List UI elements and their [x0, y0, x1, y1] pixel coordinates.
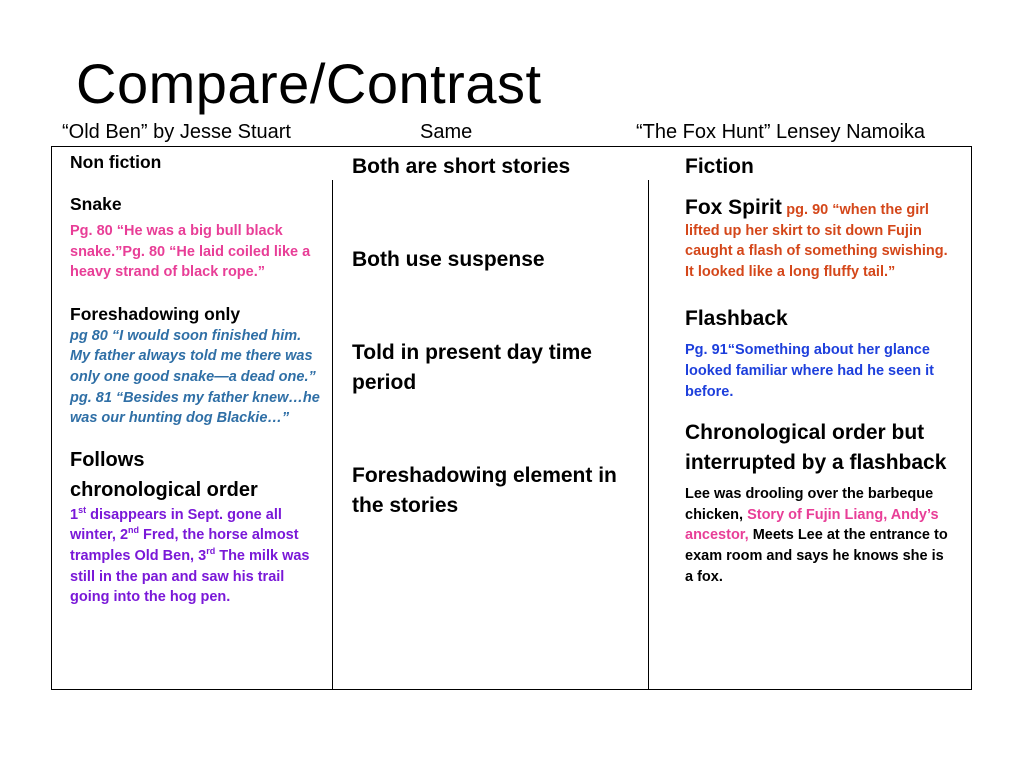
left-column-heading: “Old Ben” by Jesse Stuart [62, 121, 291, 143]
same-item-time-period: Told in present day time period [352, 341, 592, 394]
old-ben-column [70, 152, 320, 608]
fox-hunt-chronological-label: Chronological order but interrupted by a flashback [685, 421, 947, 475]
fox-hunt-fox-spirit [685, 198, 955, 282]
same-item-short-stories: Both are short stories [352, 155, 571, 178]
old-ben-snake-quote: Pg. 80 “He was a big bull black snake.”Pg. 80 “He laid coiled like a heavy strand of black rope.” [70, 223, 311, 281]
fox-hunt-flashback-label: Flashback [685, 307, 788, 331]
same-column [352, 152, 642, 521]
fox-spirit-label: Fox Spirit [685, 196, 782, 219]
fox-hunt-column [685, 152, 955, 587]
right-column-divider [648, 180, 649, 690]
left-column-divider [332, 180, 333, 690]
old-ben-follows-label-line2: chronological order [70, 478, 258, 501]
old-ben-foreshadowing-quote: pg 80 “I would soon finished him. My father always told me there was only one good snake—a dead one.” pg. 81 “Besides my father knew…he was our hunting dog Blackie…” [70, 327, 320, 427]
fox-hunt-genre: Fiction [685, 155, 754, 178]
right-column-heading: “The Fox Hunt” Lensey Namoika [636, 121, 926, 143]
old-ben-snake-label: Snake [70, 194, 122, 214]
same-item-suspense: Both use suspense [352, 248, 545, 271]
old-ben-follows-label-line1: Follows [70, 448, 145, 471]
fox-spirit-quote: pg. 90 “when the girl lifted up her skirt to sit down Fujin caught a flash of something swishing. It looked like a long fluffy tail.” [685, 202, 948, 280]
old-ben-events: 1st disappears in Sept. gone all winter, 2nd Fred, the horse almost tramples Old Ben, 3rd The milk was still in the pan and saw his trail going into the hog pen. [70, 504, 310, 606]
old-ben-genre: Non fiction [70, 152, 162, 172]
middle-column-heading: Same [420, 121, 473, 143]
same-item-foreshadowing: Foreshadowing element in the stories [352, 464, 617, 517]
slide-title: Compare/Contrast [76, 52, 542, 115]
fox-hunt-events: Lee was drooling over the barbeque chicken, Story of Fujin Liang, Andy’s ancestor, Meets Lee at the entrance to exam room and says he knows she is a fox. [685, 486, 948, 585]
fox-hunt-flashback-quote: Pg. 91“Something about her glance looked familiar where had he seen it before. [685, 342, 934, 400]
old-ben-foreshadowing-label: Foreshadowing only [70, 303, 241, 324]
